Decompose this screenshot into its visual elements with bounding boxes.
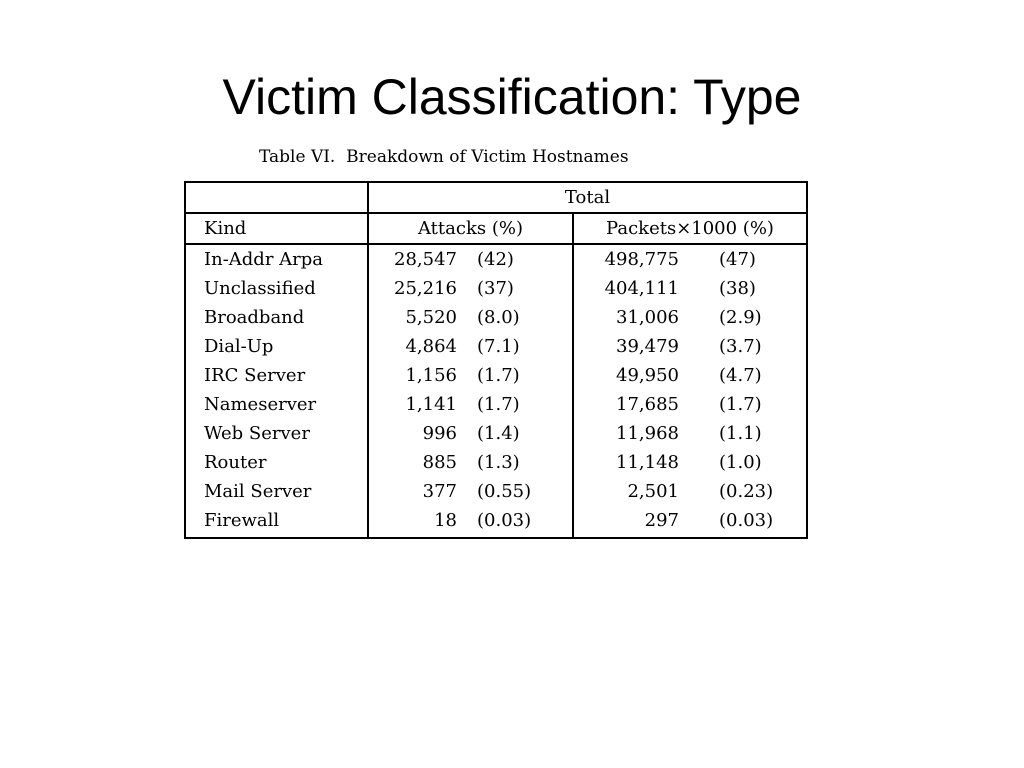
table-row (185, 477, 807, 506)
kind-cell: Web Server (185, 419, 368, 448)
attacks-cell: 885 (422, 452, 457, 473)
victim-hostnames-table (184, 181, 808, 539)
attacks-percent-cell: (0.55) (457, 477, 573, 506)
attacks-cell: 1,156 (405, 365, 457, 386)
packets-percent-cell: (1.7) (719, 394, 762, 415)
empty-header-cell (185, 182, 368, 213)
kind-cell: IRC Server (185, 361, 368, 390)
packets-cell: 11,968 (616, 423, 679, 444)
table-row (185, 332, 807, 361)
packets-cell: 31,006 (616, 307, 679, 328)
kind-cell: Unclassified (185, 274, 368, 303)
table-caption: Table VI. Breakdown of Victim Hostnames (259, 147, 629, 167)
kind-cell: In-Addr Arpa (185, 244, 368, 274)
kind-column-header: Kind (185, 213, 368, 244)
kind-cell: Router (185, 448, 368, 477)
packets-percent-cell: (3.7) (719, 336, 762, 357)
packets-cell: 39,479 (616, 336, 679, 357)
attacks-cell: 4,864 (405, 336, 457, 357)
packets-percent-cell: (47) (719, 249, 756, 270)
table-group-header-row (185, 182, 807, 213)
packets-percent-cell: (1.1) (719, 423, 762, 444)
packets-cell: 17,685 (616, 394, 679, 415)
table-row (185, 448, 807, 477)
packets-percent-cell: (38) (719, 278, 756, 299)
attacks-cell: 5,520 (405, 307, 457, 328)
table-row (185, 390, 807, 419)
attacks-percent-cell: (1.7) (457, 390, 573, 419)
attacks-percent-cell: (8.0) (457, 303, 573, 332)
packets-percent-cell: (0.23) (719, 481, 774, 502)
attacks-column-header: Attacks (%) (368, 213, 573, 244)
attacks-cell: 996 (422, 423, 457, 444)
attacks-percent-cell: (1.4) (457, 419, 573, 448)
table-row (185, 303, 807, 332)
packets-column-header: Packets×1000 (%) (573, 213, 807, 244)
kind-cell: Firewall (185, 506, 368, 538)
packets-cell: 404,111 (604, 278, 679, 299)
packets-percent-cell: (2.9) (719, 307, 762, 328)
attacks-cell: 18 (434, 510, 457, 531)
attacks-cell: 1,141 (405, 394, 457, 415)
table-row (185, 506, 807, 538)
kind-cell: Nameserver (185, 390, 368, 419)
packets-cell: 11,148 (616, 452, 679, 473)
attacks-percent-cell: (37) (457, 274, 573, 303)
attacks-percent-cell: (0.03) (457, 506, 573, 538)
table-row (185, 274, 807, 303)
table-row (185, 361, 807, 390)
table-column-header-row (185, 213, 807, 244)
table-row (185, 244, 807, 274)
attacks-percent-cell: (1.3) (457, 448, 573, 477)
packets-percent-cell: (4.7) (719, 365, 762, 386)
kind-cell: Mail Server (185, 477, 368, 506)
attacks-percent-cell: (1.7) (457, 361, 573, 390)
packets-cell: 498,775 (604, 249, 679, 270)
table-row (185, 419, 807, 448)
packets-cell: 49,950 (616, 365, 679, 386)
attacks-cell: 25,216 (394, 278, 457, 299)
packets-cell: 297 (644, 510, 679, 531)
packets-percent-cell: (0.03) (719, 510, 774, 531)
attacks-cell: 377 (422, 481, 457, 502)
total-group-header: Total (368, 182, 807, 213)
attacks-cell: 28,547 (394, 249, 457, 270)
packets-cell: 2,501 (627, 481, 679, 502)
attacks-percent-cell: (42) (457, 244, 573, 274)
kind-cell: Dial-Up (185, 332, 368, 361)
packets-percent-cell: (1.0) (719, 452, 762, 473)
attacks-percent-cell: (7.1) (457, 332, 573, 361)
slide-title: Victim Classification: Type (222, 69, 802, 125)
kind-cell: Broadband (185, 303, 368, 332)
